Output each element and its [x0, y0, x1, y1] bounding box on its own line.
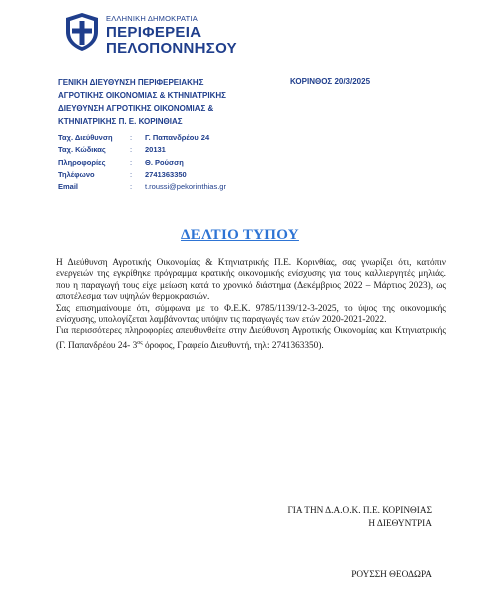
contact-value: Θ. Ρούσση [145, 157, 184, 167]
contact-key: Ταχ. Κώδικας [58, 145, 106, 155]
department-line: ΓΕΝΙΚΗ ΔΙΕΥΘΥΝΣΗ ΠΕΡΙΦΕΡΕΙΑΚΗΣ [58, 78, 204, 87]
contact-key: Ταχ. Διεύθυνση [58, 133, 113, 142]
republic-label: ΕΛΛΗΝΙΚΗ ΔΗΜΟΚΡΑΤΙΑ [106, 14, 198, 23]
contact-email-link[interactable]: t.roussi@pekorinthias.gr [145, 182, 226, 192]
press-release-title: ΔΕΛΤΙΟ ΤΥΠΟΥ [181, 227, 299, 243]
contact-colon: : [130, 133, 133, 142]
contact-value: Γ. Παπανδρέου 24 [145, 133, 210, 142]
body-paragraph: Η Διεύθυνση Αγροτικής Οικονομίας & Κτηνιατρικής Π.Ε. Κορινθίας, σας γνωρίζει ότι, κατόπιν ενεργειών της εγκρίθηκε πρόγραμμα κρατικής οικονομικής ενίσχυσης για τους καλλιεργητές μηλιάς. που η παραγωγή τους είχε μείωση κατά το χρονικό διάστημα (Δεκέμβριος 2022 – Μάρτιος 2023), ως αποτέλεσμα των υψηλών θερμοκρασιών. [56, 258, 446, 303]
contact-colon: : [130, 145, 133, 155]
region-emblem-icon [64, 12, 100, 52]
contact-key: Email [58, 182, 79, 192]
contact-key: Τηλέφωνο [58, 169, 95, 179]
body-text: όροφος, Γραφείο Διευθυντή, τηλ: 2741363350). [142, 340, 324, 351]
contact-colon: : [130, 169, 133, 179]
document-date: ΚΟΡΙΝΘΟΣ 20/3/2025 [290, 77, 371, 86]
body-paragraph [56, 326, 446, 352]
contact-colon: : [130, 182, 133, 192]
signature-name: ΡΟΥΣΣΗ ΘΕΟΔΩΡΑ [351, 570, 432, 580]
region-name-line1: ΠΕΡΙΦΕΡΕΙΑ [106, 24, 202, 41]
contact-key: Πληροφορίες [58, 157, 106, 167]
signature-org: ΓΙΑ ΤΗΝ Δ.Α.Ο.Κ. Π.Ε. ΚΟΡΙΝΘΙΑΣ [287, 506, 432, 516]
contact-colon: : [130, 157, 133, 167]
contact-value: 20131 [145, 145, 166, 155]
signature-role: Η ΔΙΕΘΥΝΤΡΙΑ [368, 519, 432, 529]
department-line: ΔΙΕΥΘΥΝΣΗ ΑΓΡΟΤΙΚΗΣ ΟΙΚΟΝΟΜΙΑΣ & [58, 104, 214, 113]
region-name-line2: ΠΕΛΟΠΟΝΝΗΣΟΥ [106, 40, 237, 57]
body-text: Για περισσότερες πληροφορίες απευθυνθείτε στην Διεύθυνση Αγροτικής Οικονομίας και Κτηνιατρικής (Γ. Παπανδρέου 24- 3 [56, 326, 446, 351]
contact-value: 2741363350 [145, 169, 187, 179]
department-block [58, 76, 226, 128]
press-release-body [56, 258, 446, 352]
floor-superscript: ος [137, 339, 143, 346]
body-paragraph: Σας επισημαίνουμε ότι, σύμφωνα με το Φ.Ε.Κ. 9785/1139/12-3-2025, το ύψος της οικονομικής ενίσχυσης, υπολογίζεται λαμβάνοντας υπόψιν τις παραγωγές των ετών 2020-2021-2022. [56, 303, 446, 326]
department-line: ΚΤΗΝΙΑΤΡΙΚΗΣ Π. Ε. ΚΟΡΙΝΘΙΑΣ [58, 117, 183, 126]
department-line: ΑΓΡΟΤΙΚΗΣ ΟΙΚΟΝΟΜΙΑΣ & ΚΤΗΝΙΑΤΡΙΚΗΣ [58, 91, 226, 100]
